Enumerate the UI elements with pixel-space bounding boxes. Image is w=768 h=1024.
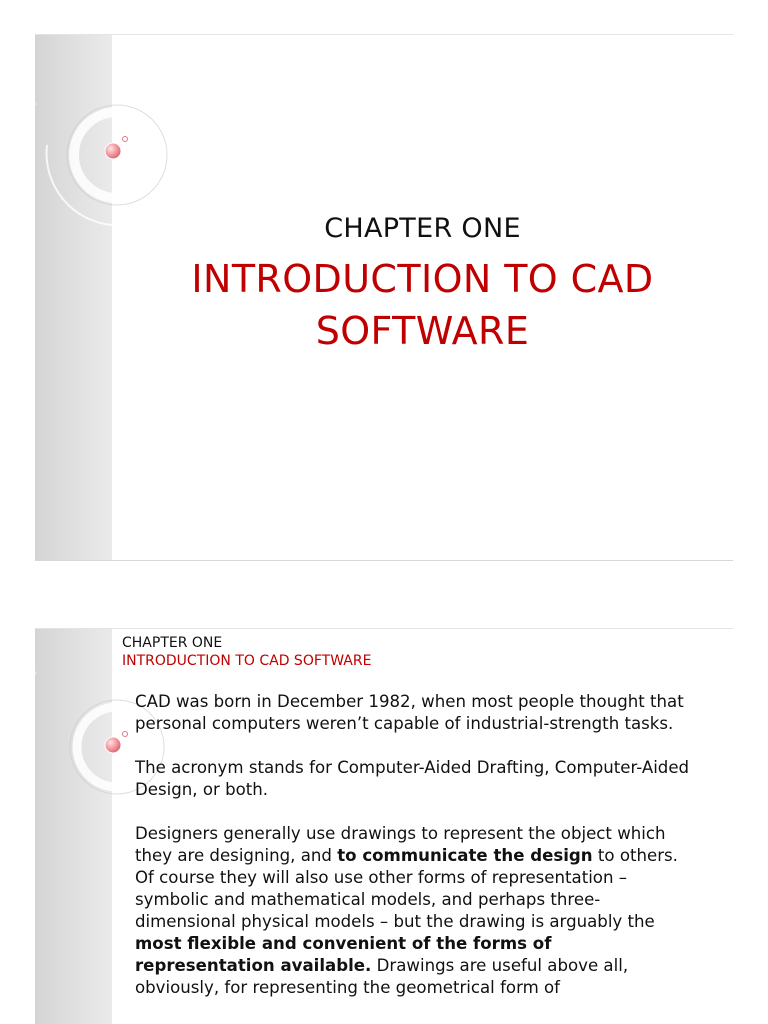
paragraph-3-text-3: Drawings are useful above all, obviously, for representing the geometrical form of xyxy=(135,956,629,997)
paragraph-3-text-2: to others. Of course they will also use other forms of representation – symbolic and mathematical models, and perhaps three-dimensional physical models – but the drawing is arguably the xyxy=(135,846,678,931)
slide-header xyxy=(122,634,371,670)
slide-title-content xyxy=(112,35,733,560)
slide-title xyxy=(35,34,733,561)
paragraph-3-bold-2: most flexible and convenient of the forms of representation available. xyxy=(135,934,552,975)
bullet-dot-icon xyxy=(123,732,128,737)
title-line-2: SOFTWARE xyxy=(315,309,530,353)
paragraph-3-bold-1: to communicate the design xyxy=(337,846,593,865)
header-title: INTRODUCTION TO CAD SOFTWARE xyxy=(122,653,372,669)
paragraph-3 xyxy=(135,823,690,999)
arc-lower xyxy=(47,145,112,225)
title-line-1: INTRODUCTION TO CAD xyxy=(191,257,654,301)
header-chapter: CHAPTER ONE xyxy=(122,635,223,651)
bullet-ball-icon xyxy=(105,737,121,753)
chapter-label: CHAPTER ONE xyxy=(324,213,521,244)
slide-title-heading xyxy=(112,253,733,357)
paragraph-1: CAD was born in December 1982, when most people thought that personal computers weren’t capable of industrial-strength tasks. xyxy=(135,692,684,733)
slide-content xyxy=(35,628,733,1024)
paragraph-3-text-1: Designers generally use drawings to represent the object which they are designing, and xyxy=(135,824,666,865)
paragraph-2: The acronym stands for Computer-Aided Drafting, Computer-Aided Design, or both. xyxy=(135,758,690,799)
slide-body xyxy=(135,691,690,1021)
